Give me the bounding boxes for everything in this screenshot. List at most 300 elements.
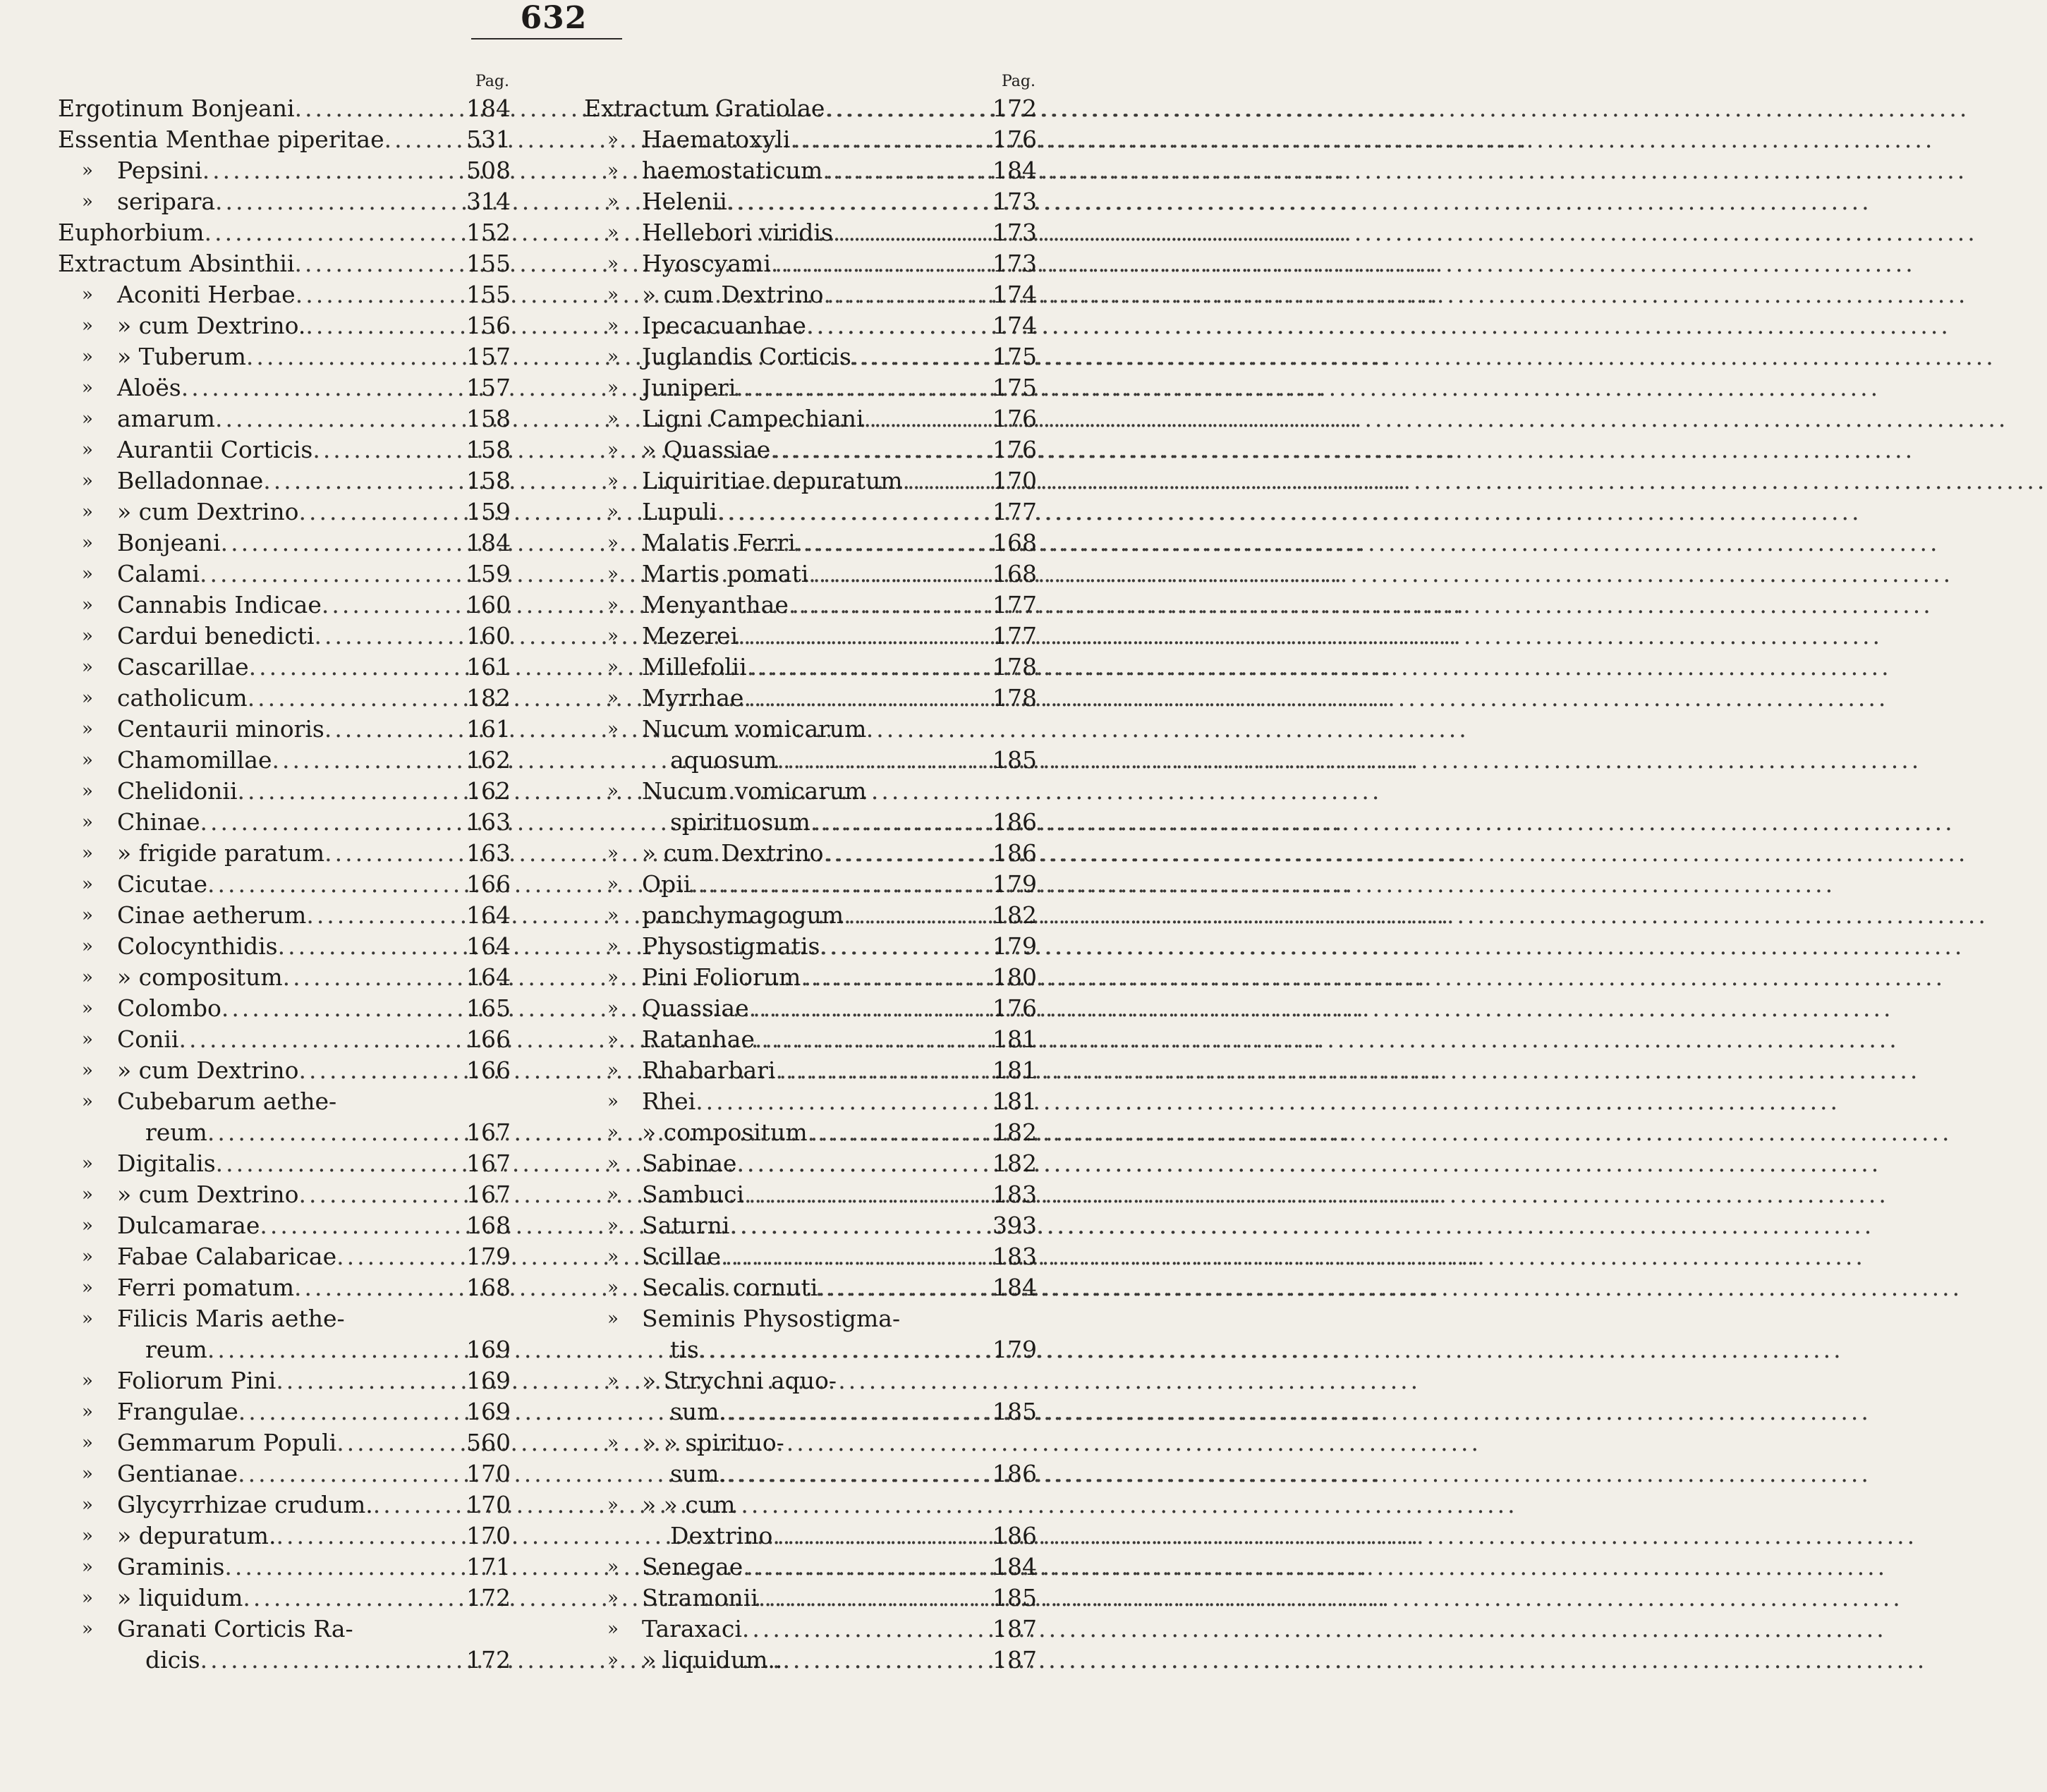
entry-name: » cum Dextrino <box>642 281 824 308</box>
dot-leader <box>324 838 461 869</box>
entry-page: 168 <box>466 1212 511 1239</box>
entry-name: Frangulae <box>117 1398 238 1425</box>
entry-name: Pepsini <box>117 157 202 184</box>
entry-body <box>58 217 511 248</box>
index-entry <box>584 962 1037 993</box>
entry-name: » cum Dextrino <box>117 1056 299 1084</box>
index-entry <box>584 714 1037 776</box>
entry-name: Glycyrrhizae crudum. <box>117 1491 373 1518</box>
index-entry <box>58 1427 511 1458</box>
index-entry <box>584 1427 1037 1489</box>
entry-page: 159 <box>466 560 511 587</box>
index-entry <box>58 931 511 962</box>
entry-name: Extractum Absinthii <box>58 250 295 277</box>
index-entry <box>584 434 1037 465</box>
dot-leader <box>749 993 988 1024</box>
entry-page: 164 <box>466 901 511 929</box>
ditto-mark: » <box>607 1619 619 1640</box>
ditto-mark: » <box>607 843 619 864</box>
entry-page: 176 <box>992 126 1037 153</box>
entry-name: Essentia Menthae piperitae <box>58 126 384 153</box>
entry-body <box>642 341 1037 372</box>
index-entry <box>584 1148 1037 1179</box>
entry-page: 181 <box>992 1025 1037 1053</box>
ditto-mark: » <box>82 1525 93 1547</box>
entry-page: 176 <box>992 405 1037 432</box>
dot-leader <box>260 1210 461 1241</box>
entry-name: Cascarillae <box>117 653 249 681</box>
entry-body <box>117 1272 511 1303</box>
entry-name: Chelidonii <box>117 777 238 805</box>
index-entry <box>58 155 511 186</box>
entry-body <box>117 1024 511 1055</box>
index-entry <box>584 590 1037 621</box>
entry-name: Filicis Maris aethe- <box>117 1305 345 1332</box>
entry-page: 168 <box>992 529 1037 556</box>
index-entry <box>584 1117 1037 1148</box>
entry-name: Hellebori viridis <box>642 219 833 246</box>
entry-body <box>117 807 511 838</box>
entry-name: Martis pomati <box>642 560 809 587</box>
ditto-mark: » <box>82 439 93 461</box>
entry-body <box>117 714 511 745</box>
entry-page: 176 <box>992 994 1037 1022</box>
entry-body <box>642 993 1037 1024</box>
entry-page: 173 <box>992 250 1037 277</box>
dot-leader <box>824 279 988 310</box>
dot-leader <box>178 1024 461 1055</box>
ditto-mark: » <box>607 191 619 212</box>
dot-leader <box>789 590 988 621</box>
ditto-mark: » <box>82 408 93 429</box>
ditto-mark: » <box>82 905 93 926</box>
dot-leader <box>727 1396 988 1427</box>
entry-page: 181 <box>992 1056 1037 1084</box>
entry-page: 162 <box>466 777 511 805</box>
index-entry <box>58 186 511 217</box>
entry-line <box>117 1645 511 1676</box>
entry-page: 178 <box>992 653 1037 681</box>
index-entry <box>58 403 511 434</box>
entry-body <box>642 1024 1037 1055</box>
dot-leader <box>743 1552 988 1583</box>
entry-continuation: sum. <box>670 1460 727 1487</box>
index-entry <box>58 1055 511 1086</box>
entry-page: 166 <box>466 1056 511 1084</box>
entry-name: » frigide paratum <box>117 839 325 867</box>
dot-leader <box>243 1583 461 1614</box>
index-entry <box>584 1179 1037 1210</box>
entry-body <box>642 962 1037 993</box>
entry-body <box>642 1179 1037 1210</box>
entry-name: Hyoscyami <box>642 250 771 277</box>
dot-leader <box>205 217 461 248</box>
entry-body <box>117 1210 511 1241</box>
entry-page: 167 <box>466 1150 511 1177</box>
entry-name: Scillae <box>642 1243 721 1270</box>
ditto-mark: » <box>607 129 619 150</box>
index-entry <box>584 559 1037 590</box>
entry-page: 161 <box>466 653 511 681</box>
entry-page: 170 <box>466 1522 511 1549</box>
entry-name: Haematoxyli <box>642 126 791 153</box>
entry-name: Colocynthidis <box>117 932 278 960</box>
header-rule <box>471 38 622 39</box>
dot-leader <box>772 1520 988 1552</box>
dot-leader <box>755 1024 988 1055</box>
ditto-mark: » <box>607 1432 619 1453</box>
entry-name: Chamomillae <box>117 746 272 774</box>
entry-name: Liquiritiae depuratum <box>642 467 903 494</box>
ditto-mark: » <box>607 284 619 305</box>
entry-page: 186 <box>992 1460 1037 1487</box>
entry-body <box>642 1552 1037 1583</box>
ditto-mark: » <box>82 1308 93 1329</box>
dot-leader <box>248 683 461 714</box>
dot-leader <box>207 1117 461 1148</box>
entry-page: 178 <box>992 684 1037 712</box>
ditto-mark: » <box>82 1246 93 1267</box>
entry-page: 162 <box>466 746 511 774</box>
dot-leader <box>782 1645 988 1676</box>
dot-leader <box>200 559 461 590</box>
dot-leader <box>721 1241 988 1272</box>
dot-leader <box>771 248 988 279</box>
entry-name: Cardui benedicti <box>117 622 315 650</box>
index-entry <box>58 310 511 341</box>
entry-body <box>642 248 1037 279</box>
entry-name: » cum Dextrino. <box>117 312 306 339</box>
ditto-mark: » <box>607 781 619 802</box>
dot-leader <box>278 931 461 962</box>
ditto-mark: » <box>607 253 619 274</box>
dot-leader <box>744 1179 988 1210</box>
entry-name: Extractum Gratiolae <box>584 95 825 122</box>
dot-leader <box>696 1086 988 1117</box>
dot-leader <box>238 1396 461 1427</box>
entry-name: » liquidum.. <box>642 1646 783 1674</box>
entry-body <box>642 155 1037 186</box>
entry-page: 176 <box>992 436 1037 463</box>
entry-page: 169 <box>466 1336 511 1363</box>
ditto-mark: » <box>607 998 619 1019</box>
index-entry <box>584 1241 1037 1272</box>
entry-continuation: aquosum <box>670 746 777 774</box>
entry-name: Quassiae <box>642 994 749 1022</box>
entry-body <box>117 1520 511 1552</box>
dot-leader <box>736 372 988 403</box>
entry-body <box>642 559 1037 590</box>
entry-page: 185 <box>992 1584 1037 1611</box>
index-entry <box>58 621 511 652</box>
ditto-mark: » <box>82 1060 93 1081</box>
entry-body <box>642 1148 1037 1179</box>
entry-body <box>642 1055 1037 1086</box>
entry-body <box>117 186 511 217</box>
index-entry <box>58 900 511 931</box>
entry-page: 158 <box>466 436 511 463</box>
dot-leader <box>215 186 461 217</box>
dot-leader <box>729 1210 988 1241</box>
entry-page: 167 <box>466 1119 511 1146</box>
index-column-left <box>58 71 511 1676</box>
entry-body <box>117 776 511 807</box>
entry-name: Ratanhae <box>642 1025 755 1053</box>
entry-page: 163 <box>466 839 511 867</box>
entry-page: 156 <box>466 312 511 339</box>
entry-page: 163 <box>466 808 511 836</box>
ditto-mark: » <box>82 1029 93 1050</box>
entry-page: 181 <box>992 1087 1037 1115</box>
entry-page: 170 <box>992 467 1037 494</box>
entry-name: Helenii <box>642 188 727 215</box>
entry-page: 161 <box>466 715 511 743</box>
index-entry <box>584 1086 1037 1117</box>
index-entry <box>584 1645 1037 1676</box>
dot-leader <box>202 155 461 186</box>
index-entry <box>58 869 511 900</box>
entry-name: Millefolii <box>642 653 747 681</box>
entry-name: Ipecacuanhae <box>642 312 806 339</box>
entry-name: Rhei <box>642 1087 696 1115</box>
dot-leader <box>699 1334 988 1365</box>
dot-leader <box>207 869 461 900</box>
entry-page: 185 <box>992 1398 1037 1425</box>
index-entry <box>584 186 1037 217</box>
dot-leader <box>272 745 462 776</box>
dot-leader <box>790 124 988 155</box>
ditto-mark: » <box>82 1619 93 1640</box>
index-entry <box>584 279 1037 310</box>
entry-name: Aurantii Corticis <box>117 436 313 463</box>
dot-leader <box>736 1148 988 1179</box>
index-entry <box>584 869 1037 900</box>
ditto-mark: » <box>607 905 619 926</box>
entry-body <box>117 279 511 310</box>
entry-name: Sambuci <box>642 1181 744 1208</box>
index-entry <box>584 900 1037 931</box>
entry-name: Nucum vomicarum <box>642 715 867 743</box>
index-entry <box>584 1552 1037 1583</box>
ditto-mark: » <box>82 874 93 895</box>
entry-page: 165 <box>466 994 511 1022</box>
dot-leader <box>851 341 988 372</box>
entry-name: Senegae <box>642 1553 743 1580</box>
entry-body <box>117 1086 511 1148</box>
index-entry <box>58 341 511 372</box>
entry-name: » cum Dextrino <box>117 498 299 525</box>
entry-name: Physostigmatis <box>642 932 820 960</box>
ditto-mark: » <box>82 967 93 988</box>
ditto-mark: » <box>82 1432 93 1453</box>
dot-leader <box>777 745 988 776</box>
entry-body <box>642 1427 1037 1489</box>
dot-leader <box>864 403 988 434</box>
entry-body <box>642 217 1037 248</box>
ditto-mark: » <box>607 719 619 740</box>
entry-body <box>117 1179 511 1210</box>
dot-leader <box>207 1334 461 1365</box>
index-entry <box>584 217 1037 248</box>
entry-body <box>117 1241 511 1272</box>
entry-body <box>117 931 511 962</box>
entry-body <box>642 434 1037 465</box>
entry-body <box>117 652 511 683</box>
entry-line <box>642 745 1037 776</box>
dot-leader <box>336 1427 461 1458</box>
index-entry <box>58 590 511 621</box>
index-entry <box>58 1520 511 1552</box>
index-entry <box>584 124 1037 155</box>
entry-body <box>642 1210 1037 1241</box>
entry-name: panchymagogum <box>642 901 844 929</box>
dot-leader <box>770 434 988 465</box>
dot-leader <box>216 1148 461 1179</box>
entry-line <box>642 807 1037 838</box>
index-entry <box>58 248 511 279</box>
dot-leader <box>276 1365 461 1396</box>
entry-page: 393 <box>992 1212 1037 1239</box>
pag-label: Pag. <box>1001 73 1035 90</box>
entry-body <box>117 310 511 341</box>
entry-body <box>117 403 511 434</box>
entry-name: Dulcamarae <box>117 1212 260 1239</box>
entry-name: Digitalis <box>117 1150 216 1177</box>
entry-name: Ergotinum Bonjeani <box>58 95 295 122</box>
entry-body <box>642 465 1037 496</box>
index-entry <box>584 1489 1037 1552</box>
ditto-mark: » <box>82 1556 93 1578</box>
entry-page: 171 <box>466 1553 511 1580</box>
entry-body <box>642 1272 1037 1303</box>
entry-name: Foliorum Pini <box>117 1367 277 1394</box>
entry-page: 179 <box>992 932 1037 960</box>
index-entry <box>58 683 511 714</box>
dot-leader <box>295 248 461 279</box>
ditto-mark: » <box>82 998 93 1019</box>
entry-line <box>642 1334 1037 1365</box>
index-entry <box>584 1055 1037 1086</box>
entry-name: Aconiti Herbae <box>117 281 296 308</box>
entry-body <box>642 714 1037 776</box>
entry-page: 179 <box>992 1336 1037 1363</box>
entry-name: Seminis Physostigma- <box>642 1305 901 1332</box>
entry-body <box>117 372 511 403</box>
index-entry <box>584 931 1037 962</box>
entry-name: » » spirituo- <box>642 1429 784 1456</box>
dot-leader <box>806 310 988 341</box>
dot-leader <box>224 1552 461 1583</box>
index-entry <box>58 745 511 776</box>
entry-page: 164 <box>466 932 511 960</box>
ditto-mark: » <box>82 377 93 398</box>
entry-body <box>117 621 511 652</box>
ditto-mark: » <box>607 1587 619 1609</box>
entry-name: » » cum <box>642 1491 736 1518</box>
ditto-mark: » <box>607 1277 619 1298</box>
dot-leader <box>717 496 988 528</box>
dot-leader <box>294 1272 461 1303</box>
ditto-mark: » <box>607 1308 619 1329</box>
entry-body <box>58 248 511 279</box>
index-entry <box>58 434 511 465</box>
entry-page: 170 <box>466 1460 511 1487</box>
entry-body <box>642 372 1037 403</box>
index-entry <box>584 683 1037 714</box>
dot-leader <box>384 124 461 155</box>
entry-name: » compositum <box>642 1119 808 1146</box>
entry-body <box>642 124 1037 155</box>
ditto-mark: » <box>607 626 619 647</box>
dot-leader <box>825 93 988 124</box>
index-entry <box>58 1458 511 1489</box>
index-entry <box>584 496 1037 528</box>
index-entry <box>584 1024 1037 1055</box>
index-entry <box>58 496 511 528</box>
entry-page: 179 <box>466 1243 511 1270</box>
index-entry <box>58 1489 511 1520</box>
ditto-mark: » <box>82 1091 93 1112</box>
entry-body <box>58 124 511 155</box>
entry-name: Calami <box>117 560 200 587</box>
index-entry <box>58 1241 511 1272</box>
dot-leader <box>810 807 988 838</box>
dot-leader <box>200 807 461 838</box>
dot-leader <box>824 838 988 869</box>
entry-name: Stramonii <box>642 1584 758 1611</box>
entry-page: 169 <box>466 1367 511 1394</box>
entry-body <box>642 1241 1037 1272</box>
index-entry <box>58 807 511 838</box>
index-entry <box>584 465 1037 496</box>
index-entry <box>584 341 1037 372</box>
entry-name: Euphorbium <box>58 219 205 246</box>
index-entry <box>58 124 511 155</box>
entry-body <box>642 776 1037 838</box>
entry-continuation: dicis <box>145 1646 200 1674</box>
entry-body <box>642 1117 1037 1148</box>
entry-page: 168 <box>466 1274 511 1301</box>
ditto-mark: » <box>82 1587 93 1609</box>
entry-name: Myrrhae <box>642 684 744 712</box>
ditto-mark: » <box>607 1494 619 1516</box>
index-entry <box>58 714 511 745</box>
entry-body <box>642 1489 1037 1552</box>
entry-body <box>117 528 511 559</box>
index-entry <box>58 838 511 869</box>
ditto-mark: » <box>82 595 93 616</box>
index-entry <box>58 1272 511 1303</box>
index-entry <box>58 1086 511 1148</box>
entry-page: 159 <box>466 498 511 525</box>
entry-page: 314 <box>466 188 511 215</box>
entry-page: 186 <box>992 1522 1037 1549</box>
entry-page: 184 <box>992 157 1037 184</box>
entry-continuation: sum. <box>670 1398 727 1425</box>
ditto-mark: » <box>82 191 93 212</box>
entry-body <box>117 993 511 1024</box>
entry-name: Graminis <box>117 1553 225 1580</box>
entry-body <box>642 838 1037 869</box>
dot-leader <box>801 962 988 993</box>
entry-name: Gentianae <box>117 1460 238 1487</box>
entry-page: 167 <box>466 1181 511 1208</box>
entry-name: Juniperi <box>642 374 736 401</box>
ditto-mark: » <box>82 657 93 678</box>
entry-page: 182 <box>992 1119 1037 1146</box>
ditto-mark: » <box>607 1184 619 1205</box>
ditto-mark: » <box>607 439 619 461</box>
